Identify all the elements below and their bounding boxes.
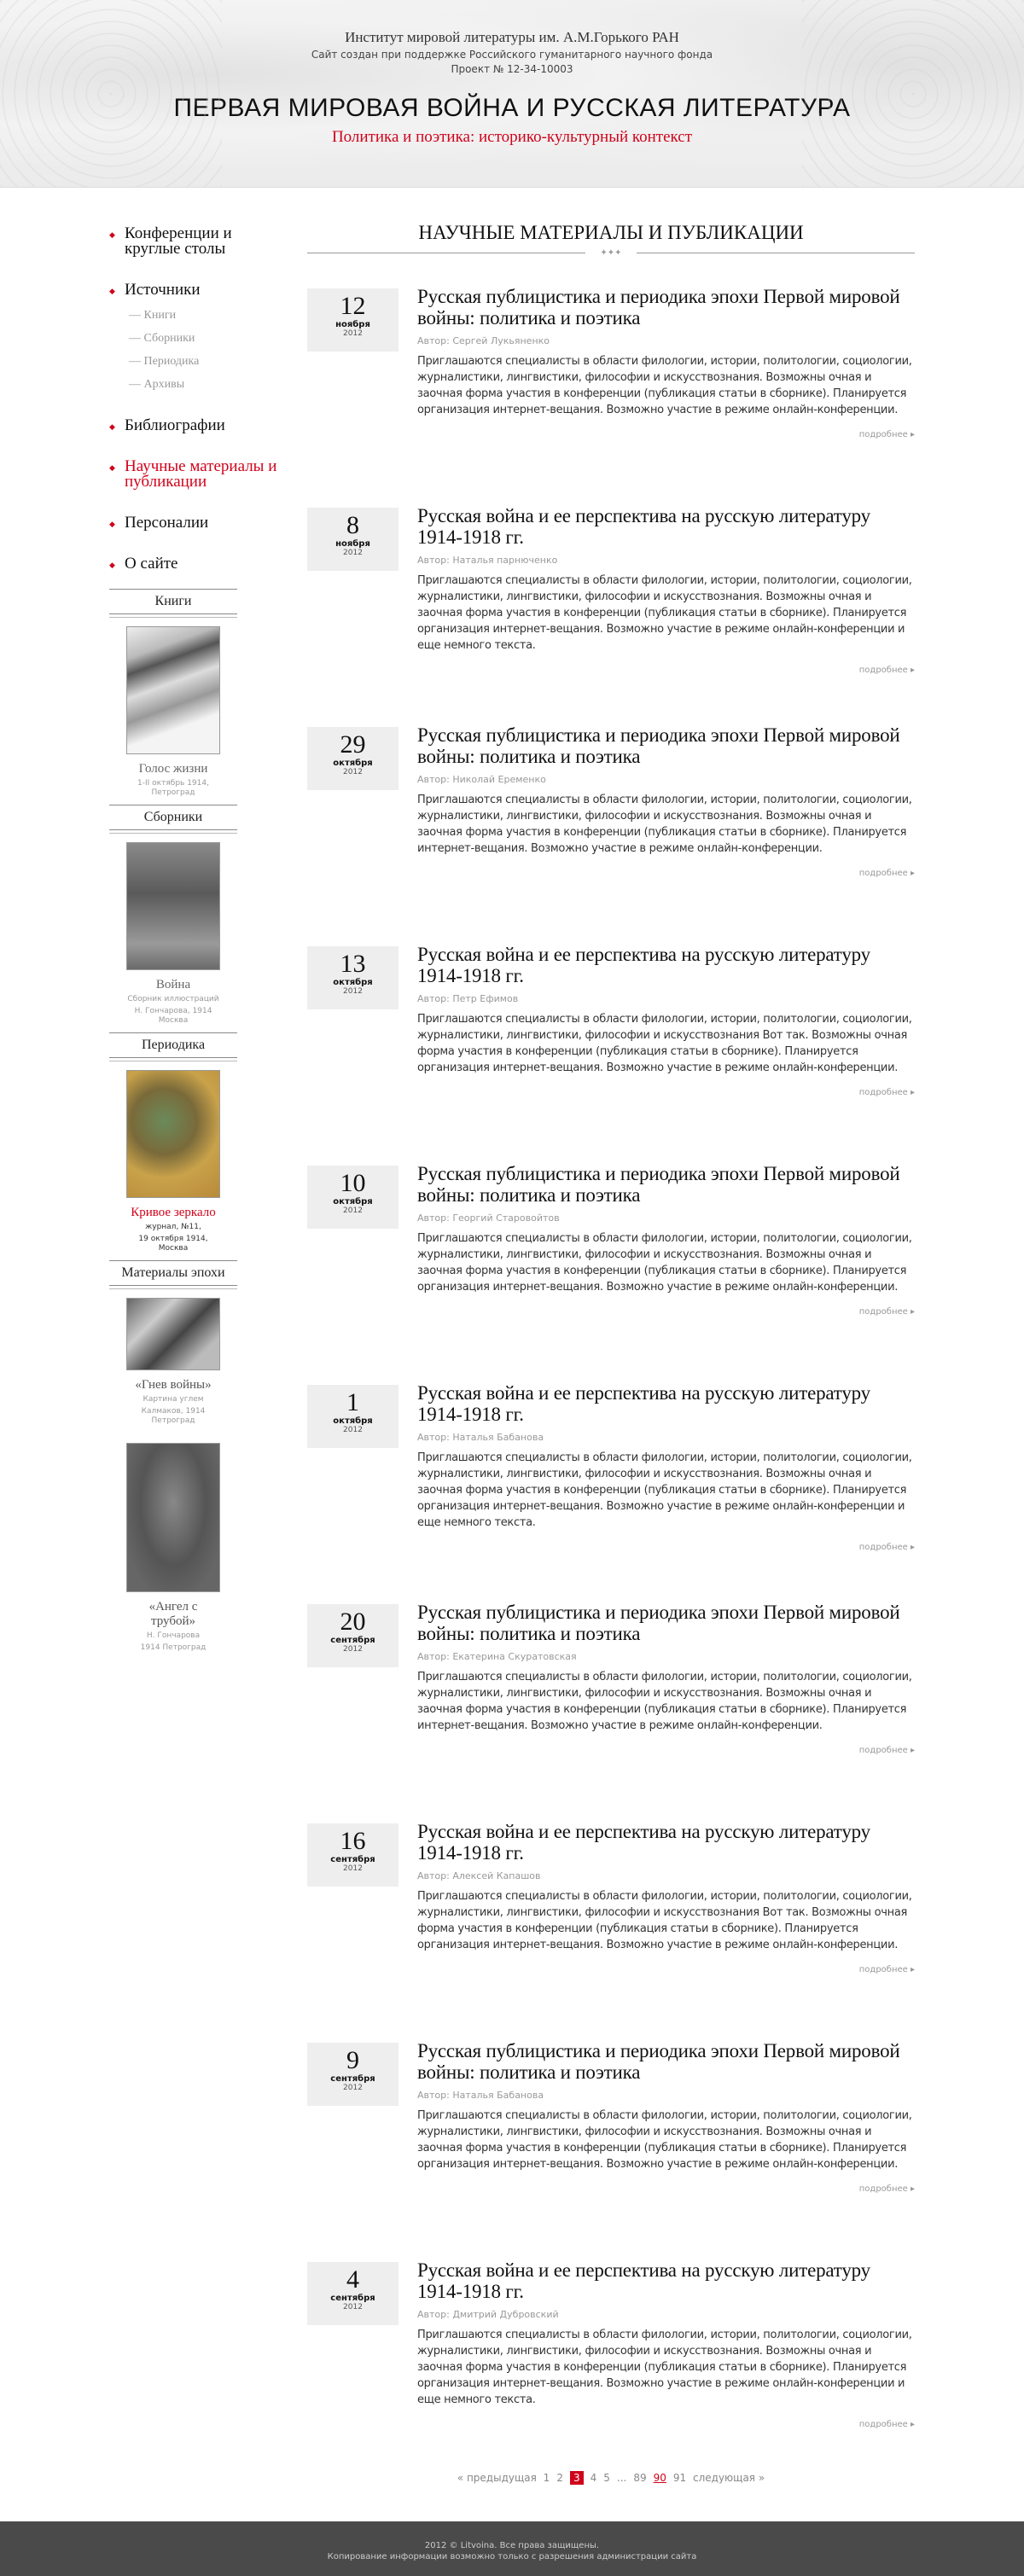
date-day: 8 <box>346 511 359 539</box>
article-date <box>307 2043 399 2106</box>
article-author: Автор: Дмитрий Дубровский <box>417 2309 559 2320</box>
book-cover-image[interactable] <box>126 626 220 754</box>
subnav-sources <box>129 308 288 393</box>
article-date <box>307 508 399 571</box>
page-link[interactable]: 2 <box>556 2472 563 2484</box>
article-title[interactable]: Русская публицистика и периодика эпохи Первой мировой войны: политика и поэтика <box>417 2040 900 2083</box>
book-note: Н. Гончарова, 1914 Москва <box>134 1007 212 1025</box>
date-year: 2012 <box>343 768 363 776</box>
date-day: 13 <box>340 950 366 978</box>
article-body <box>417 944 915 1163</box>
read-more-link[interactable]: подробнее ▸ <box>858 1307 915 1317</box>
material-note: Картина углем <box>143 1395 204 1404</box>
article-title[interactable]: Русская война и ее перспектива на русскую литературу 1914-1918 гг. <box>417 1382 870 1425</box>
books-block <box>109 589 237 798</box>
article-text: Приглашаются специалисты в области филологии, истории, политологии, социологии, журналистики, лингвистики, философии и искусствознания. Возможны очная и заочная форма участия в конференции (публикация статьи в сборнике). Планируется организация интернет-вещания. Возможно участие в режиме онлайн-конференции. <box>417 1232 912 1294</box>
article-item <box>307 1382 915 1602</box>
article-date <box>307 2262 399 2325</box>
article-body <box>417 1821 915 2040</box>
article-body <box>417 1602 915 1821</box>
main-nav <box>109 205 307 572</box>
date-year: 2012 <box>343 2084 363 2092</box>
date-month: октября <box>333 1197 373 1207</box>
date-year: 2012 <box>343 1426 363 1434</box>
article-date <box>307 727 399 790</box>
date-month: ноября <box>335 320 370 329</box>
block-title: Материалы эпохи <box>109 1260 237 1286</box>
site-title[interactable]: ПЕРВАЯ МИРОВАЯ ВОЙНА И РУССКАЯ ЛИТЕРАТУРА <box>173 94 851 122</box>
article-text: Приглашаются специалисты в области филологии, истории, политологии, социологии, журналистики, лингвистики, философии и искусствознания Вот так. Возможны очная форма участия в конференции (публикация статьи в сборнике). Планируется организация интернет-вещания. Возможно участие в режиме онлайн-конференции. <box>417 1013 912 1074</box>
subnav-item-periodicals[interactable]: — Периодика <box>129 355 200 368</box>
collection-cover-image[interactable] <box>126 842 220 970</box>
main-content <box>307 205 915 2540</box>
article-date <box>307 1166 399 1229</box>
article-text: Приглашаются специалисты в области филологии, истории, политологии, социологии, журналистики, лингвистики, философии и искусствознания. Возможны очная и заочная форма участия в конференции (публикация статьи в сборнике). Планируется интернет-вещания. Возможно участие в режиме онлайн-конференции. <box>417 1671 912 1732</box>
article-date <box>307 946 399 1009</box>
section-title <box>307 222 915 258</box>
section-title-text: НАУЧНЫЕ МАТЕРИАЛЫ И ПУБЛИКАЦИИ <box>418 222 804 243</box>
article-author: Автор: Алексей Капашов <box>417 1870 541 1881</box>
support-note: Сайт создан при поддержке Российского гуманитарного научного фонда <box>311 49 713 61</box>
article-title[interactable]: Русская война и ее перспектива на русскую литературу 1914-1918 гг. <box>417 1821 870 1864</box>
date-year: 2012 <box>343 1207 363 1215</box>
article-item <box>307 2040 915 2259</box>
read-more-link[interactable]: подробнее ▸ <box>858 1965 915 1974</box>
nav-item-sources[interactable] <box>109 282 288 393</box>
page-link[interactable]: 91 <box>672 2472 687 2484</box>
read-more-link[interactable]: подробнее ▸ <box>858 1746 915 1755</box>
copyright: 2012 © Litvoina. Все права защищены. <box>424 2541 600 2550</box>
date-year: 2012 <box>343 549 363 557</box>
material-item[interactable] <box>126 1298 220 1426</box>
material-caption[interactable]: «Ангел с трубой» <box>148 1600 198 1628</box>
book-item[interactable] <box>126 842 220 1026</box>
article-text: Приглашаются специалисты в области филологии, истории, политологии, социологии, журналистики, лингвистики, философии и искусствознания. Возможны очная и заочная форма участия в конференции (публикация статьи в сборнике). Планируется организация интернет-вещания. Возможно участие в режиме онлайн-конференции. <box>417 355 912 416</box>
article-author: Автор: Сергей Лукьяненко <box>417 335 550 346</box>
book-note: 19 октября 1914, Москва <box>138 1235 208 1253</box>
page-link[interactable]: 5 <box>603 2472 610 2484</box>
article-author: Автор: Екатерина Скуратовская <box>417 1651 577 1662</box>
date-month: октября <box>333 1416 373 1426</box>
article-item <box>307 1821 915 2040</box>
date-year: 2012 <box>343 1864 363 1873</box>
nav-link[interactable]: Конференции и круглые столы <box>125 224 232 258</box>
book-note: журнал, №11, <box>145 1223 201 1231</box>
material-note: 1914 Петроград <box>140 1643 207 1652</box>
block-title: Сборники <box>109 805 237 830</box>
book-note: Сборник иллюстраций <box>127 995 219 1003</box>
material-item[interactable] <box>126 1443 220 1653</box>
article-date <box>307 1823 399 1887</box>
nav-link[interactable]: Научные материалы и публикации <box>125 457 277 491</box>
date-day: 29 <box>340 730 366 759</box>
read-more-link[interactable]: подробнее ▸ <box>858 869 915 878</box>
nav-link[interactable]: О сайте <box>125 555 178 573</box>
read-more-link[interactable]: подробнее ▸ <box>858 1088 915 1097</box>
book-item[interactable] <box>126 626 220 798</box>
nav-item-scientific-materials[interactable] <box>109 459 288 490</box>
article-title[interactable]: Русская публицистика и периодика эпохи Первой мировой войны: политика и поэтика <box>417 724 900 767</box>
article-text: Приглашаются специалисты в области филологии, истории, политологии, социологии, журналистики, лингвистики, философии и искусствознания. Возможны очная и заочная форма участия в конференции (публикация статьи в сборнике). Планируется организация интернет-вещания. Возможно участие в режиме онлайн-конференции и еще немного текста. <box>417 574 912 652</box>
read-more-link[interactable]: подробнее ▸ <box>858 2184 915 2194</box>
nav-link[interactable]: Персоналии <box>125 514 209 532</box>
article-text: Приглашаются специалисты в области филологии, истории, политологии, социологии, журналистики, лингвистики, философии и искусствознания. Возможны очная и заочная форма участия в конференции (публикация статьи в сборнике). Планируется организация интернет-вещания. Возможно участие в режиме онлайн-конференции и еще немного текста. <box>417 2329 912 2406</box>
article-item <box>307 1602 915 1821</box>
book-caption[interactable]: Голос жизни <box>138 762 208 776</box>
date-year: 2012 <box>343 329 363 338</box>
nav-item-bibliographies[interactable] <box>109 418 288 433</box>
date-year: 2012 <box>343 2303 363 2311</box>
subnav-item-books[interactable]: — Книги <box>129 309 177 322</box>
article-item <box>307 286 915 505</box>
article-item <box>307 1163 915 1382</box>
sidebar <box>0 205 307 2540</box>
date-day: 1 <box>346 1388 359 1416</box>
material-caption[interactable]: «Гнев войны» <box>135 1378 212 1392</box>
material-image[interactable] <box>126 1298 220 1370</box>
read-more-link[interactable]: подробнее ▸ <box>858 2420 915 2429</box>
ornament-icon: ✦✦✦ <box>585 247 637 259</box>
read-more-link[interactable]: подробнее ▸ <box>858 430 915 439</box>
article-title[interactable]: Русская война и ее перспектива на русскую литературу 1914-1918 гг. <box>417 944 870 986</box>
book-item[interactable] <box>126 1070 220 1253</box>
article-date <box>307 1604 399 1667</box>
date-year: 2012 <box>343 987 363 996</box>
date-month: ноября <box>335 539 370 549</box>
date-day: 4 <box>346 2265 359 2294</box>
article-item <box>307 505 915 724</box>
article-item <box>307 724 915 944</box>
article-body <box>417 286 915 505</box>
date-day: 12 <box>340 292 366 320</box>
site-header <box>0 0 1024 188</box>
page-link[interactable]: 1 <box>543 2472 550 2484</box>
date-month: октября <box>333 759 373 768</box>
book-caption[interactable]: Кривое зеркало <box>131 1206 216 1219</box>
date-month: сентября <box>330 1636 375 1645</box>
article-title[interactable]: Русская война и ее перспектива на русскую литературу 1914-1918 гг. <box>417 505 870 548</box>
date-month: сентября <box>330 2294 375 2303</box>
article-date <box>307 1385 399 1448</box>
article-body <box>417 1382 915 1602</box>
nav-item-persons[interactable] <box>109 515 288 531</box>
date-month: сентября <box>330 1855 375 1864</box>
article-author: Автор: Николай Еременко <box>417 774 546 785</box>
article-body <box>417 2259 915 2479</box>
article-author: Автор: Георгий Старовойтов <box>417 1212 560 1224</box>
article-text: Приглашаются специалисты в области филологии, истории, политологии, социологии, журналистики, лингвистики, философии и искусствознания. Возможны очная и заочная форма участия в конференции (публикация статьи в сборнике). Планируется интернет-вещания. Возможно участие в режиме онлайн-конференции. <box>417 794 912 855</box>
article-body <box>417 1163 915 1382</box>
nav-item-about[interactable] <box>109 556 288 572</box>
article-date <box>307 288 399 352</box>
article-title[interactable]: Русская публицистика и периодика эпохи Первой мировой войны: политика и поэтика <box>417 1163 900 1206</box>
block-title: Книги <box>109 589 237 614</box>
date-day: 16 <box>340 1827 366 1855</box>
article-body <box>417 2040 915 2259</box>
date-month: сентября <box>330 2074 375 2084</box>
prev-page-link[interactable]: « предыдущая <box>457 2472 537 2484</box>
article-author: Автор: Наталья парнюченко <box>417 555 558 566</box>
date-day: 20 <box>340 1608 366 1636</box>
date-day: 9 <box>346 2046 359 2074</box>
date-year: 2012 <box>343 1645 363 1654</box>
article-author: Автор: Наталья Бабанова <box>417 2090 544 2101</box>
subnav-item-collections[interactable]: — Сборники <box>129 332 195 345</box>
article-text: Приглашаются специалисты в области филологии, истории, политологии, социологии, журналистики, лингвистики, философии и искусствознания Вот так. Возможны очная форма участия в конференции (публикация статьи в сборнике). Планируется организация интернет-вещания. Возможно участие в режиме онлайн-конференции. <box>417 1890 912 1951</box>
read-more-link[interactable]: подробнее ▸ <box>858 666 915 675</box>
pager-ellipsis: ... <box>616 2472 627 2484</box>
site-footer <box>0 2521 1024 2576</box>
subnav-item-archives[interactable]: — Архивы <box>129 378 185 391</box>
current-page: 3 <box>570 2471 584 2485</box>
article-text: Приглашаются специалисты в области филологии, истории, политологии, социологии, журналистики, лингвистики, философии и искусствознания. Возможны очная и заочная форма участия в конференции (публикация статьи в сборнике). Планируется организация интернет-вещания. Возможно участие в режиме онлайн-конференции. <box>417 2109 912 2171</box>
read-more-link[interactable]: подробнее ▸ <box>858 1543 915 1552</box>
article-body <box>417 505 915 724</box>
date-month: октября <box>333 978 373 987</box>
page-link[interactable]: 89 <box>633 2472 647 2484</box>
copy-notice: Копирование информации возможно только с разрешения администрации сайта <box>327 2552 697 2561</box>
material-note: Н. Гончарова <box>146 1631 201 1640</box>
header-ornament-left <box>0 0 222 188</box>
date-day: 10 <box>340 1169 366 1197</box>
article-title[interactable]: Русская публицистика и периодика эпохи Первой мировой войны: политика и поэтика <box>417 286 900 329</box>
collections-block <box>109 805 237 1026</box>
book-caption[interactable]: Война <box>155 978 191 991</box>
materials-block <box>109 1260 237 1653</box>
article-item <box>307 2259 915 2479</box>
page-link[interactable]: 90 <box>653 2472 666 2484</box>
book-note: 1-ІІ октябрь 1914, Петроград <box>137 779 209 797</box>
site-subtitle: Политика и поэтика: историко-культурный контекст <box>331 128 693 146</box>
article-title[interactable]: Русская публицистика и периодика эпохи Первой мировой войны: политика и поэтика <box>417 1602 900 1644</box>
project-number: Проект № 12-34-10003 <box>451 63 573 75</box>
article-author: Автор: Петр Ефимов <box>417 993 519 1004</box>
nav-item-conferences[interactable] <box>109 226 288 257</box>
article-title[interactable]: Русская война и ее перспектива на русскую литературу 1914-1918 гг. <box>417 2259 870 2302</box>
nav-link[interactable]: Библиографии <box>125 416 225 434</box>
nav-link[interactable]: Источники <box>125 281 201 299</box>
next-page-link[interactable]: следующая » <box>693 2472 765 2484</box>
institute-name: Институт мировой литературы им. А.М.Горького РАН <box>345 29 679 45</box>
material-note: Калмаков, 1914 Петроград <box>141 1407 206 1425</box>
periodical-cover-image[interactable] <box>126 1070 220 1198</box>
article-body <box>417 724 915 944</box>
block-title: Периодика <box>109 1032 237 1058</box>
article-list <box>307 286 915 2479</box>
article-item <box>307 944 915 1163</box>
article-text: Приглашаются специалисты в области филологии, истории, политологии, социологии, журналистики, лингвистики, философии и искусствознания. Возможны очная и заочная форма участия в конференции (публикация статьи в сборнике). Планируется организация интернет-вещания. Возможно участие в режиме онлайн-конференции и еще немного текста. <box>417 1451 912 1529</box>
header-ornament-right <box>802 0 1024 188</box>
material-image[interactable] <box>126 1443 220 1592</box>
page-link[interactable]: 4 <box>590 2472 597 2484</box>
periodicals-block <box>109 1032 237 1253</box>
article-author: Автор: Наталья Бабанова <box>417 1432 544 1443</box>
